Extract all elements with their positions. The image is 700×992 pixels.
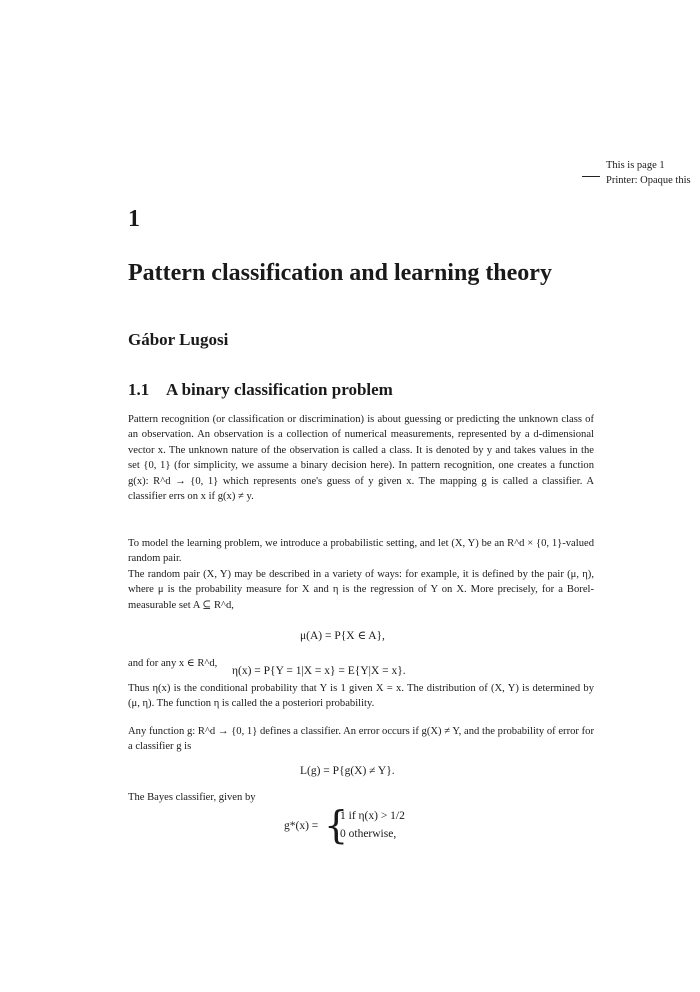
section-number: 1.1 <box>128 380 150 399</box>
paragraph-posteriori: Thus η(x) is the conditional probability that Y is 1 given X = x. The distribution of (X, Y) is determined by (μ, η). The function η is called the a posteriori probability. <box>128 683 594 710</box>
paragraph-error: Any function g: R^d → {0, 1} defines a classifier. An error occurs if g(X) ≠ Y, and the probability of error for a classifier g is <box>128 726 594 753</box>
chapter-title: Pattern classification and learning theory <box>128 260 552 286</box>
bayes-case-1: 1 if η(x) > 1/2 <box>340 810 405 822</box>
paragraph-for-any-x: and for any x ∈ R^d, <box>128 658 218 669</box>
equation-probability-of-error: L(g) = P{g(X) ≠ Y}. <box>300 765 395 777</box>
equation-regression: η(x) = P{Y = 1|X = x} = E{Y|X = x}. <box>232 665 406 677</box>
margin-note-rule <box>582 176 600 177</box>
section-title: A binary classification problem <box>166 380 393 399</box>
paragraph-random-pair: The random pair (X, Y) may be described in a variety of ways: for example, it is defined by the pair (μ, η), where μ is the probability measure for X and η is the regression of Y on X. More precisely, for a Borel-measurable set A ⊆ R^d, <box>128 569 594 611</box>
equation-measure: μ(A) = P{X ∈ A}, <box>300 630 385 642</box>
margin-note-line-1: This is page 1 <box>606 160 665 171</box>
bayes-case-2: 0 otherwise, <box>340 828 397 840</box>
bayes-lhs: g*(x) = <box>284 820 319 832</box>
margin-note <box>582 158 700 188</box>
paragraph-bayes: The Bayes classifier, given by <box>128 792 256 803</box>
chapter-number: 1 <box>128 206 140 232</box>
paragraph-model: To model the learning problem, we introduce a probabilistic setting, and let (X, Y) be an R^d × {0, 1}-valued random pair. <box>128 538 594 565</box>
chapter-author: Gábor Lugosi <box>128 330 229 349</box>
paragraph-intro: Pattern recognition (or classification or discrimination) is about guessing or predicting the unknown class of an observation. An observation is a collection of numerical measurements, represented by a d-dimensional vector x. The unknown nature of the observation is called a class. It is denoted by y and takes values in the set {0, 1} (for simplicity, we assume a binary decision here). In pattern recognition, one creates a function g(x): R^d → {0, 1} which represents one's guess of y given x. The mapping g is called a classifier. A classifier errs on x if g(x) ≠ y. <box>128 414 594 503</box>
margin-note-line-2: Printer: Opaque this <box>606 175 691 186</box>
cases-brace: { <box>324 803 349 847</box>
section-heading <box>128 380 393 400</box>
